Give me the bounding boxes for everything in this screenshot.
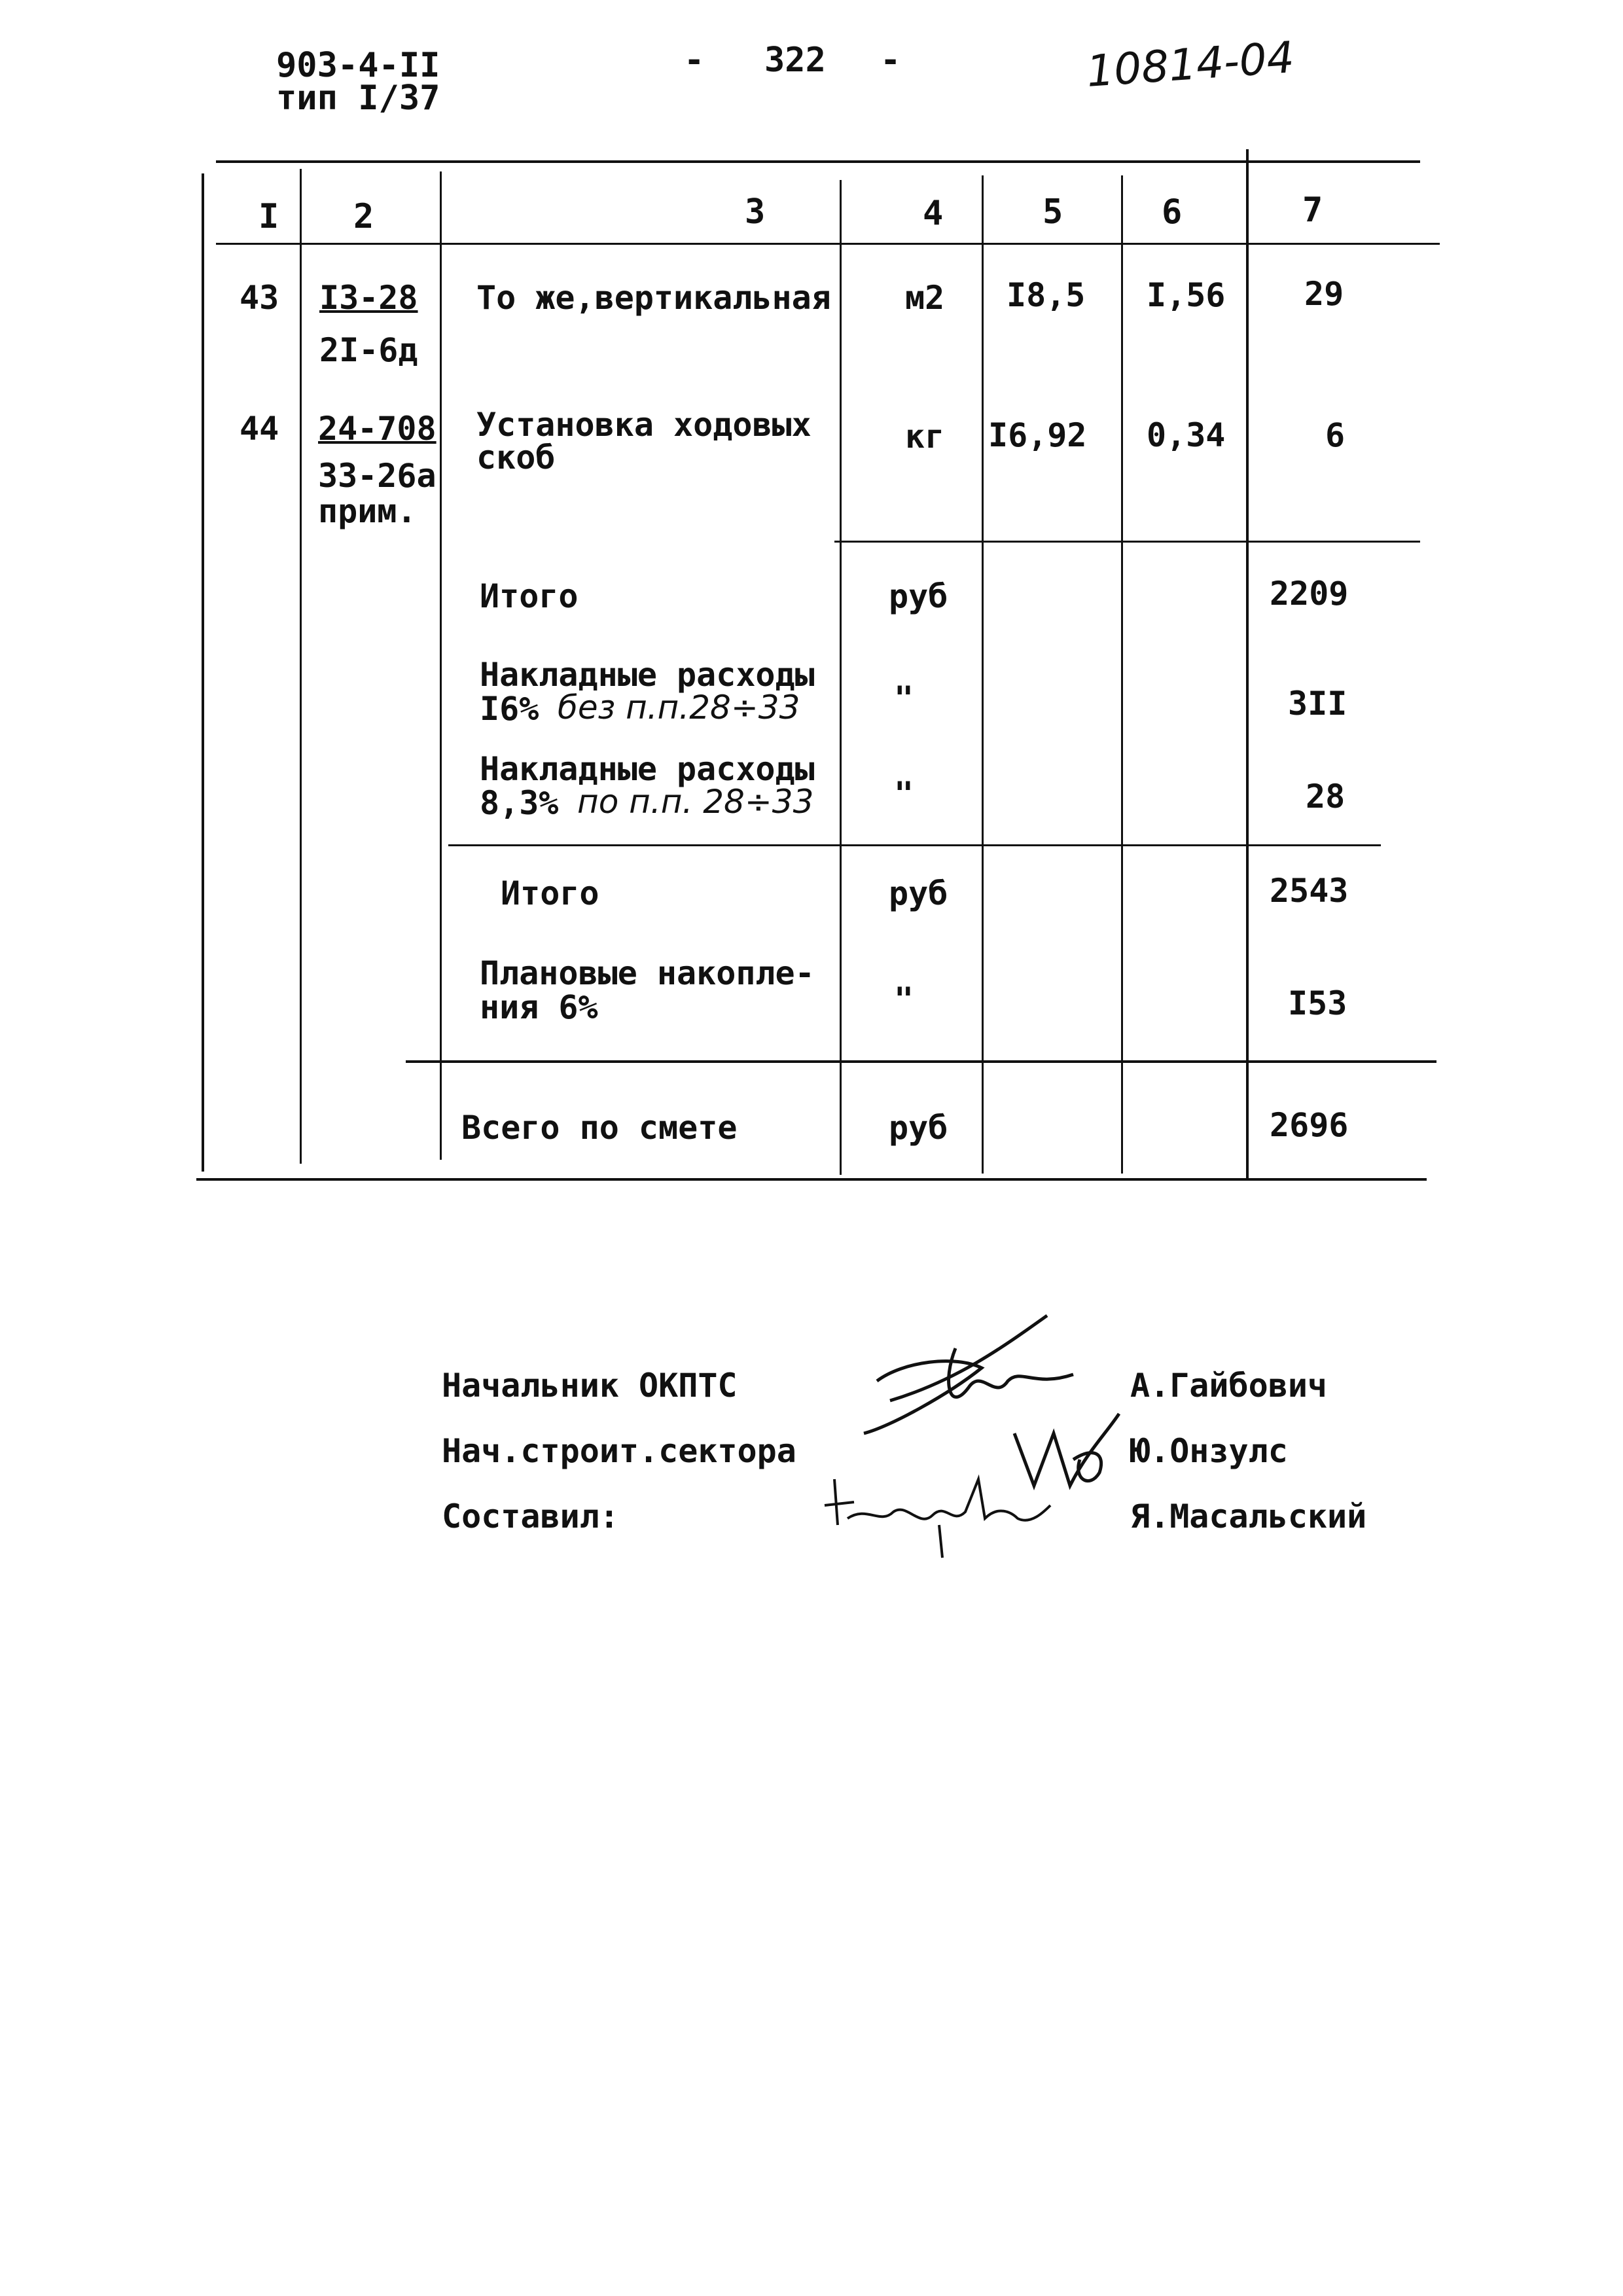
col-border-5 xyxy=(1121,175,1123,1174)
item-unit: м2 xyxy=(905,279,945,317)
signature-compiler xyxy=(821,1466,1057,1567)
col-header-6: 6 xyxy=(1162,192,1183,232)
summary-unit: " xyxy=(894,679,914,717)
summary-cost: I53 xyxy=(1288,984,1347,1022)
summary-unit: руб xyxy=(889,577,948,615)
item-name: Установка ходовых xyxy=(476,406,812,444)
signer-role: Составил: xyxy=(442,1498,619,1535)
total-unit: руб xyxy=(889,1109,948,1147)
summary-rate: 8,3% xyxy=(480,784,559,822)
signer-role: Начальник ОКПТС xyxy=(442,1367,738,1405)
summary-rate: ния 6% xyxy=(480,988,598,1026)
signer-name: А.Гайбович xyxy=(1130,1367,1328,1405)
ref-note: прим. xyxy=(318,492,417,530)
item-price: I,56 xyxy=(1147,276,1226,314)
col-header-4: 4 xyxy=(923,194,944,233)
col-border-2 xyxy=(440,171,442,1160)
signer-name: Ю.Онзулс xyxy=(1130,1432,1288,1470)
summary-cost: 2543 xyxy=(1270,872,1349,910)
document-type: тип I/37 xyxy=(276,79,440,118)
handwritten-code: 10814-04 xyxy=(1084,32,1296,97)
summary-cost: 28 xyxy=(1306,778,1346,816)
summary-rate: I6% xyxy=(480,690,539,728)
col-header-3: 3 xyxy=(745,192,766,232)
col-border-left xyxy=(202,173,204,1172)
row-number: 44 xyxy=(240,410,279,448)
col-border-3 xyxy=(840,180,842,1175)
handwritten-note: без п.п.28÷33 xyxy=(558,689,800,726)
summary-unit: " xyxy=(894,775,914,813)
item-cost: 29 xyxy=(1304,275,1344,313)
item-price: 0,34 xyxy=(1147,416,1226,454)
summary-label: Итого xyxy=(501,874,599,912)
rule-before-total xyxy=(406,1060,1436,1063)
handwritten-note: по п.п. 28÷33 xyxy=(577,783,814,821)
summary-label: Накладные расходы xyxy=(480,750,815,788)
ref-top: I3-28 xyxy=(319,279,418,317)
item-name-cont: скоб xyxy=(476,439,556,476)
item-cost: 6 xyxy=(1325,416,1346,454)
total-cost: 2696 xyxy=(1270,1106,1349,1144)
rule-after-items xyxy=(834,541,1420,543)
row-number: 43 xyxy=(240,279,279,317)
rule-after-overheads xyxy=(448,844,1381,846)
total-label: Всего по смете xyxy=(461,1109,738,1147)
summary-cost: 3II xyxy=(1288,685,1347,723)
dash-right: - xyxy=(880,41,901,80)
summary-label: Накладные расходы xyxy=(480,656,815,694)
document-code: 903-4-II xyxy=(276,46,440,85)
item-quantity: I8,5 xyxy=(1007,276,1086,314)
item-name: То же,вертикальная xyxy=(476,279,831,317)
table-top-rule xyxy=(216,160,1420,163)
col-header-5: 5 xyxy=(1043,192,1063,232)
ref-bottom: 2I-6д xyxy=(319,331,418,369)
dash-left: - xyxy=(684,41,705,80)
col-border-6 xyxy=(1246,149,1249,1178)
item-unit: кг xyxy=(905,418,945,456)
col-header-2: 2 xyxy=(353,197,374,236)
col-border-1 xyxy=(300,169,302,1164)
signer-role: Нач.строит.сектора xyxy=(442,1432,796,1470)
summary-unit: " xyxy=(894,980,914,1018)
summary-label: Итого xyxy=(480,577,579,615)
header-rule xyxy=(216,243,1440,245)
col-border-4 xyxy=(982,175,984,1174)
ref-top: 24-708 xyxy=(318,410,437,448)
ref-bottom: 33-26а xyxy=(318,457,437,495)
page-number: 322 xyxy=(764,41,826,80)
col-header-1: I xyxy=(259,197,279,236)
summary-label: Плановые накопле- xyxy=(480,954,815,992)
summary-cost: 2209 xyxy=(1270,575,1349,613)
summary-unit: руб xyxy=(889,874,948,912)
table-bottom-rule xyxy=(196,1178,1427,1181)
col-header-7: 7 xyxy=(1302,190,1323,230)
signer-name: Я.Масальский xyxy=(1130,1498,1367,1535)
item-quantity: I6,92 xyxy=(988,416,1087,454)
